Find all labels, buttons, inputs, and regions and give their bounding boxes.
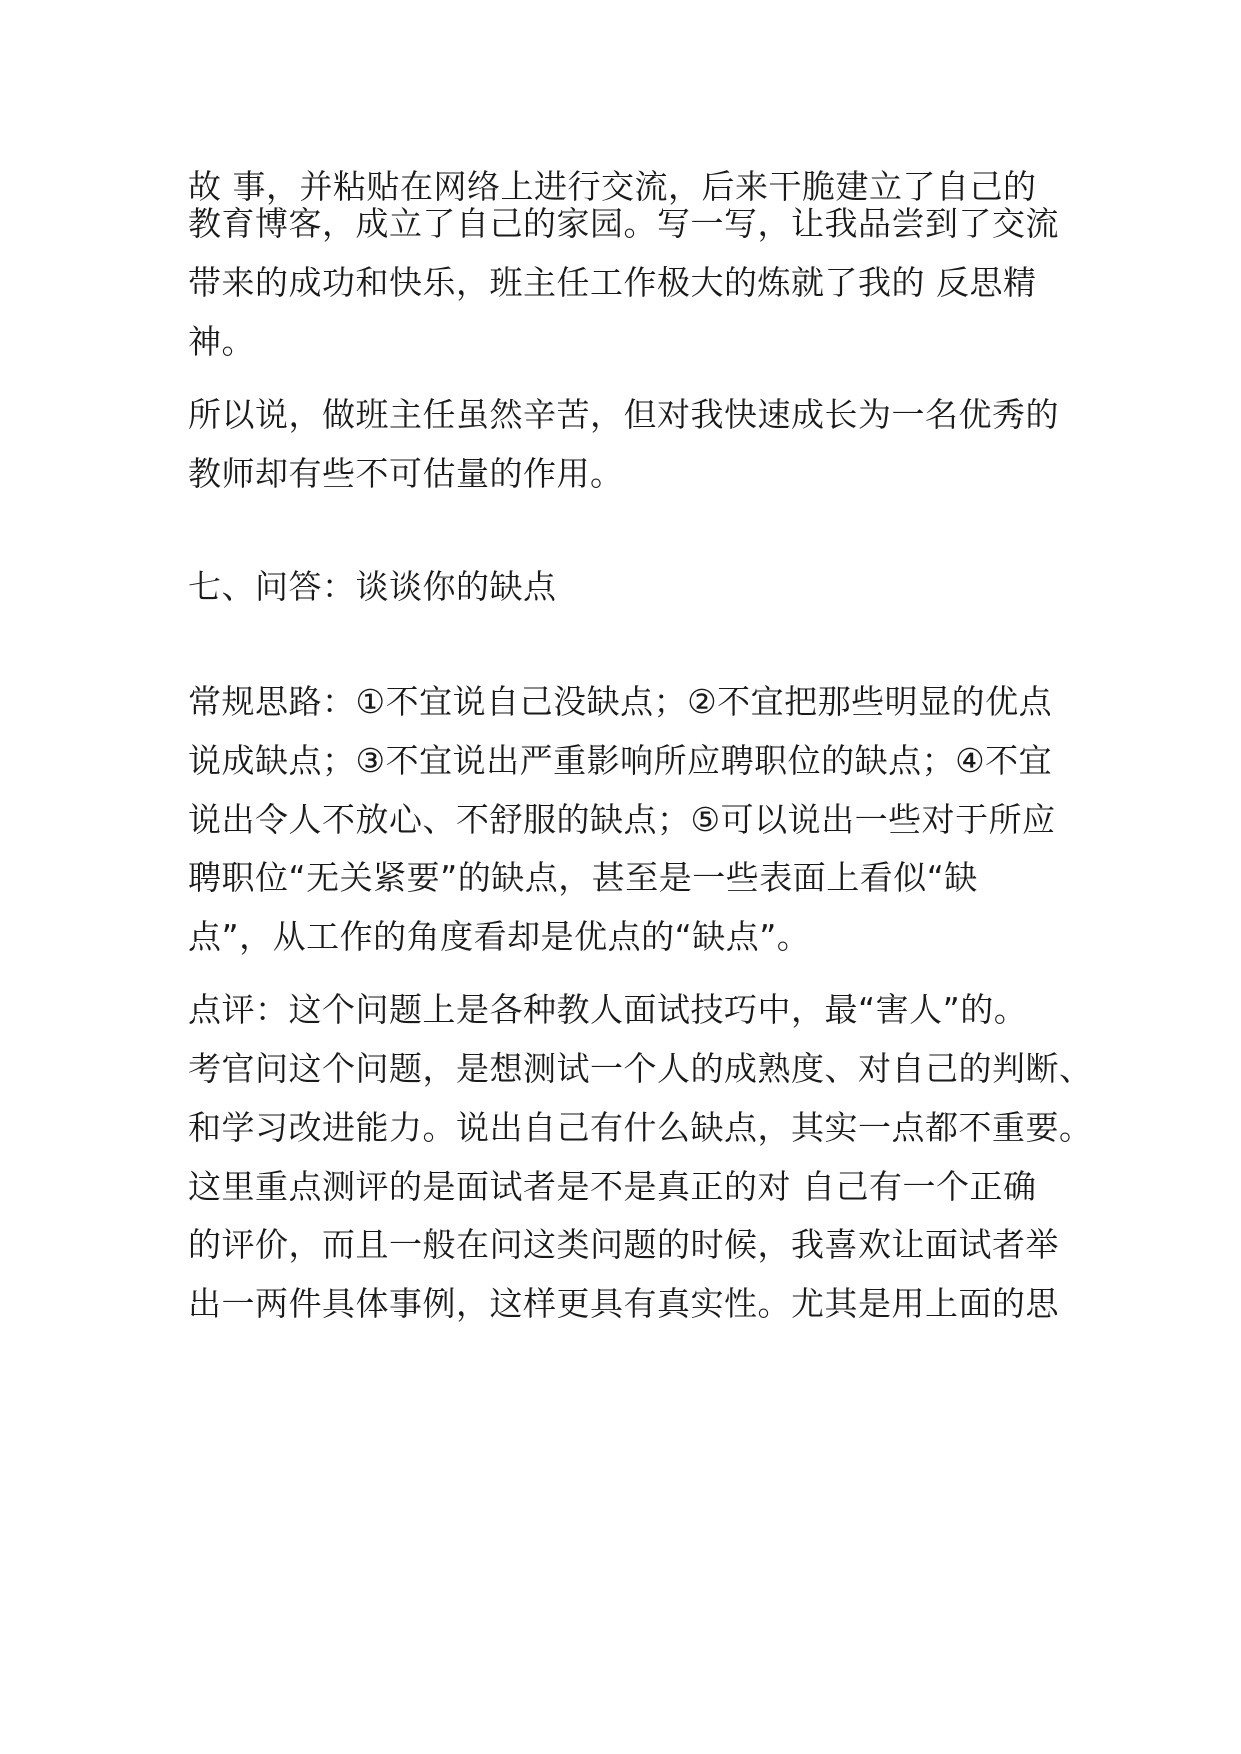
text-line: 常规思路：①不宜说自己没缺点；②不宜把那些明显的优点 — [188, 682, 1053, 721]
text-line: 说出令人不放心、不舒服的缺点；⑤可以说出一些对于所应 — [188, 800, 1056, 839]
text-line: 的评价，而且一般在问这类问题的时候，我喜欢让面试者举 — [188, 1225, 1059, 1264]
text-line: 这里重点测评的是面试者是不是真正的对 自己有一个正确 — [188, 1167, 1037, 1206]
text-line: 点评：这个问题上是各种教人面试技巧中，最“害人”的。 — [188, 990, 1028, 1029]
text-line: 所以说，做班主任虽然辛苦，但对我快速成长为一名优秀的 — [188, 395, 1059, 434]
text-line: 教师却有些不可估量的作用。 — [188, 454, 624, 493]
text-line: 和学习改进能力。说出自己有什么缺点，其实一点都不重要。 — [188, 1108, 1093, 1147]
text-line: 教育博客，成立了自己的家园。写一写，让我品尝到了交流 — [188, 204, 1059, 243]
section-heading: 七、问答：谈谈你的缺点 — [188, 567, 557, 606]
text-line: 出一两件具体事例，这样更具有真实性。尤其是用上面的思 — [188, 1284, 1059, 1323]
text-line: 点”，从工作的角度看却是优点的“缺点”。 — [188, 917, 811, 956]
text-line: 考官问这个问题，是想测试一个人的成熟度、对自己的判断、 — [188, 1049, 1093, 1088]
text-line: 故 事，并粘贴在网络上进行交流，后来干脆建立了自己的 — [188, 167, 1037, 206]
text-line: 神。 — [188, 322, 255, 361]
text-line: 说成缺点；③不宜说出严重影响所应聘职位的缺点；④不宜 — [188, 741, 1053, 780]
text-line: 聘职位“无关紧要”的缺点，甚至是一些表面上看似“缺 — [188, 858, 978, 897]
text-line: 带来的成功和快乐，班主任工作极大的炼就了我的 反思精 — [188, 263, 1037, 302]
